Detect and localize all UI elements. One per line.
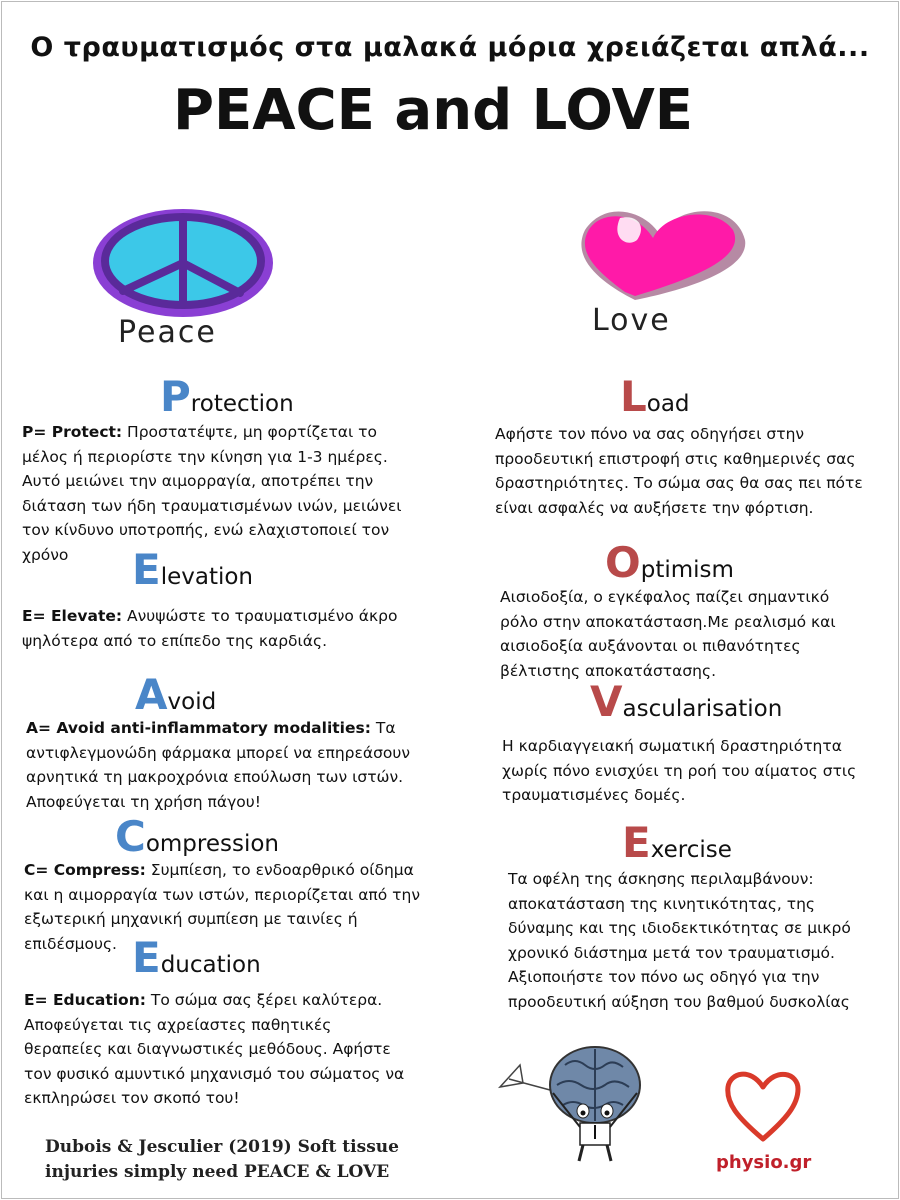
peace-text-education bbox=[24, 988, 414, 1111]
love-heading-optimism bbox=[605, 538, 734, 587]
description: Τα αντιφλεγμονώδη φάρμακα μπορεί να επηρεάσουν αρνητικά τη μακροχρόνια επούλωση των ιστών. Αποφεύγεται τη χρήση πάγου! bbox=[26, 719, 411, 811]
peace-heading-education bbox=[132, 933, 261, 982]
heading-initial: V bbox=[590, 677, 623, 726]
page-title: PEACE and LOVE bbox=[172, 78, 694, 143]
heading-initial: E bbox=[132, 933, 161, 982]
description: Συμπίεση, το ενδοαρθρικό οίδημα και η αιμορραγία των ιστών, περιορίζεται από την εξωτερική μηχανική συμπίεση με ταινίες ή επιδέσμους. bbox=[24, 861, 420, 953]
heading-rest: levation bbox=[160, 564, 254, 590]
citation-line-2: injuries simply need PEACE & LOVE bbox=[45, 1162, 390, 1182]
page-subtitle: Ο τραυματισμός στα μαλακά μόρια χρειάζεται απλά... bbox=[30, 32, 870, 63]
love-heading-exercise bbox=[622, 818, 732, 867]
heading-initial: A bbox=[135, 670, 168, 719]
love-text-vascularisation: Η καρδιαγγειακή σωματική δραστηριότητα χωρίς πόνο ενισχύει τη ροή του αίματος στις τραυματισμένες δομές. bbox=[502, 737, 857, 804]
heading-rest: rotection bbox=[190, 391, 294, 417]
heading-initial: E bbox=[622, 818, 651, 867]
love-text-load: Αφήστε τον πόνο να σας οδηγήσει στην προοδευτική επιστροφή στις καθημερινές σας δραστηριότητες. Το σώμα σας θα σας πει πότε είναι ασφαλές να αυξήσετε την φόρτιση. bbox=[495, 425, 863, 517]
love-heading-vascularisation bbox=[590, 677, 782, 726]
brain-character-icon bbox=[495, 1035, 655, 1165]
peace-heading-protection bbox=[160, 372, 294, 421]
brand-label: physio.gr bbox=[716, 1152, 812, 1173]
love-text-optimism: Αισιοδοξία, ο εγκέφαλος παίζει σημαντικό ρόλο στην αποκατάσταση.Με ρεαλισμό και αισιοδοξία αυξάνονται οι πιθανότητες βέλτιστης αποκατάστασης. bbox=[500, 588, 836, 680]
term: C= Compress: bbox=[24, 861, 146, 879]
love-label: Love bbox=[592, 303, 671, 338]
heading-initial: E bbox=[132, 545, 161, 594]
peace-heading-avoid bbox=[135, 670, 216, 719]
heading-rest: void bbox=[167, 689, 217, 715]
description: Το σώμα σας ξέρει καλύτερα. Αποφεύγεται τις αχρείαστες παθητικές θεραπείες και διαγνωστικές μεθόδους. Αφήστε τον φυσικό αμυντικό μηχανισμό του σώματος να εκπληρώσει τον σκοπό του! bbox=[24, 991, 405, 1107]
description: Προστατέψτε, μη φορτίζεται το μέλος ή περιορίστε την κίνηση για 1-3 ημέρες. Αυτό μειώνει την αιμορραγία, αποτρέπει την διάταση των ήδη τραυματισμένων ινών, μειώνει τον κίνδυνο υποτροπής, ενώ ελαχιστοποιεί τον χρόνο bbox=[22, 423, 402, 564]
outline-heart-icon bbox=[722, 1065, 804, 1145]
term: P= Protect: bbox=[22, 423, 123, 441]
citation bbox=[45, 1135, 405, 1185]
love-heading-load bbox=[620, 372, 690, 421]
peace-heading-elevation bbox=[132, 545, 253, 594]
heading-rest: oad bbox=[646, 391, 690, 417]
peace-label: Peace bbox=[118, 315, 217, 350]
love-text-exercise: Τα οφέλη της άσκησης περιλαμβάνουν: αποκατάσταση της κινητικότητας, της δύναμης και της ιδιοδεκτικότητας σε μικρό χρονικό διάστημα μετά τον τραυματισμό. Αξιοποιήστε τον πόνο ως οδηγό για την προοδευτική αύξηση του βαθμού δυσκολίας bbox=[508, 870, 851, 1011]
heading-rest: xercise bbox=[650, 837, 732, 863]
heart-icon bbox=[565, 200, 755, 305]
peace-heading-compression bbox=[115, 812, 279, 861]
heading-initial: L bbox=[620, 372, 647, 421]
term: E= Education: bbox=[24, 991, 146, 1009]
heading-rest: ompression bbox=[145, 831, 280, 857]
heading-rest: ptimism bbox=[640, 557, 734, 583]
heading-initial: C bbox=[115, 812, 146, 861]
heading-initial: O bbox=[605, 538, 641, 587]
term: E= Elevate: bbox=[22, 607, 123, 625]
description: Ανυψώστε το τραυματισμένο άκρο ψηλότερα από το επίπεδο της καρδιάς. bbox=[22, 607, 398, 650]
heading-rest: ascularisation bbox=[622, 696, 783, 722]
heading-initial: P bbox=[160, 372, 191, 421]
peace-text-avoid bbox=[26, 716, 426, 814]
heading-rest: ducation bbox=[160, 952, 261, 978]
peace-sign-icon bbox=[88, 205, 278, 320]
term: A= Avoid anti-inflammatory modalities: bbox=[26, 719, 371, 737]
peace-text-elevate bbox=[22, 604, 427, 653]
citation-line-1: Dubois & Jesculier (2019) Soft tissue bbox=[45, 1137, 399, 1157]
